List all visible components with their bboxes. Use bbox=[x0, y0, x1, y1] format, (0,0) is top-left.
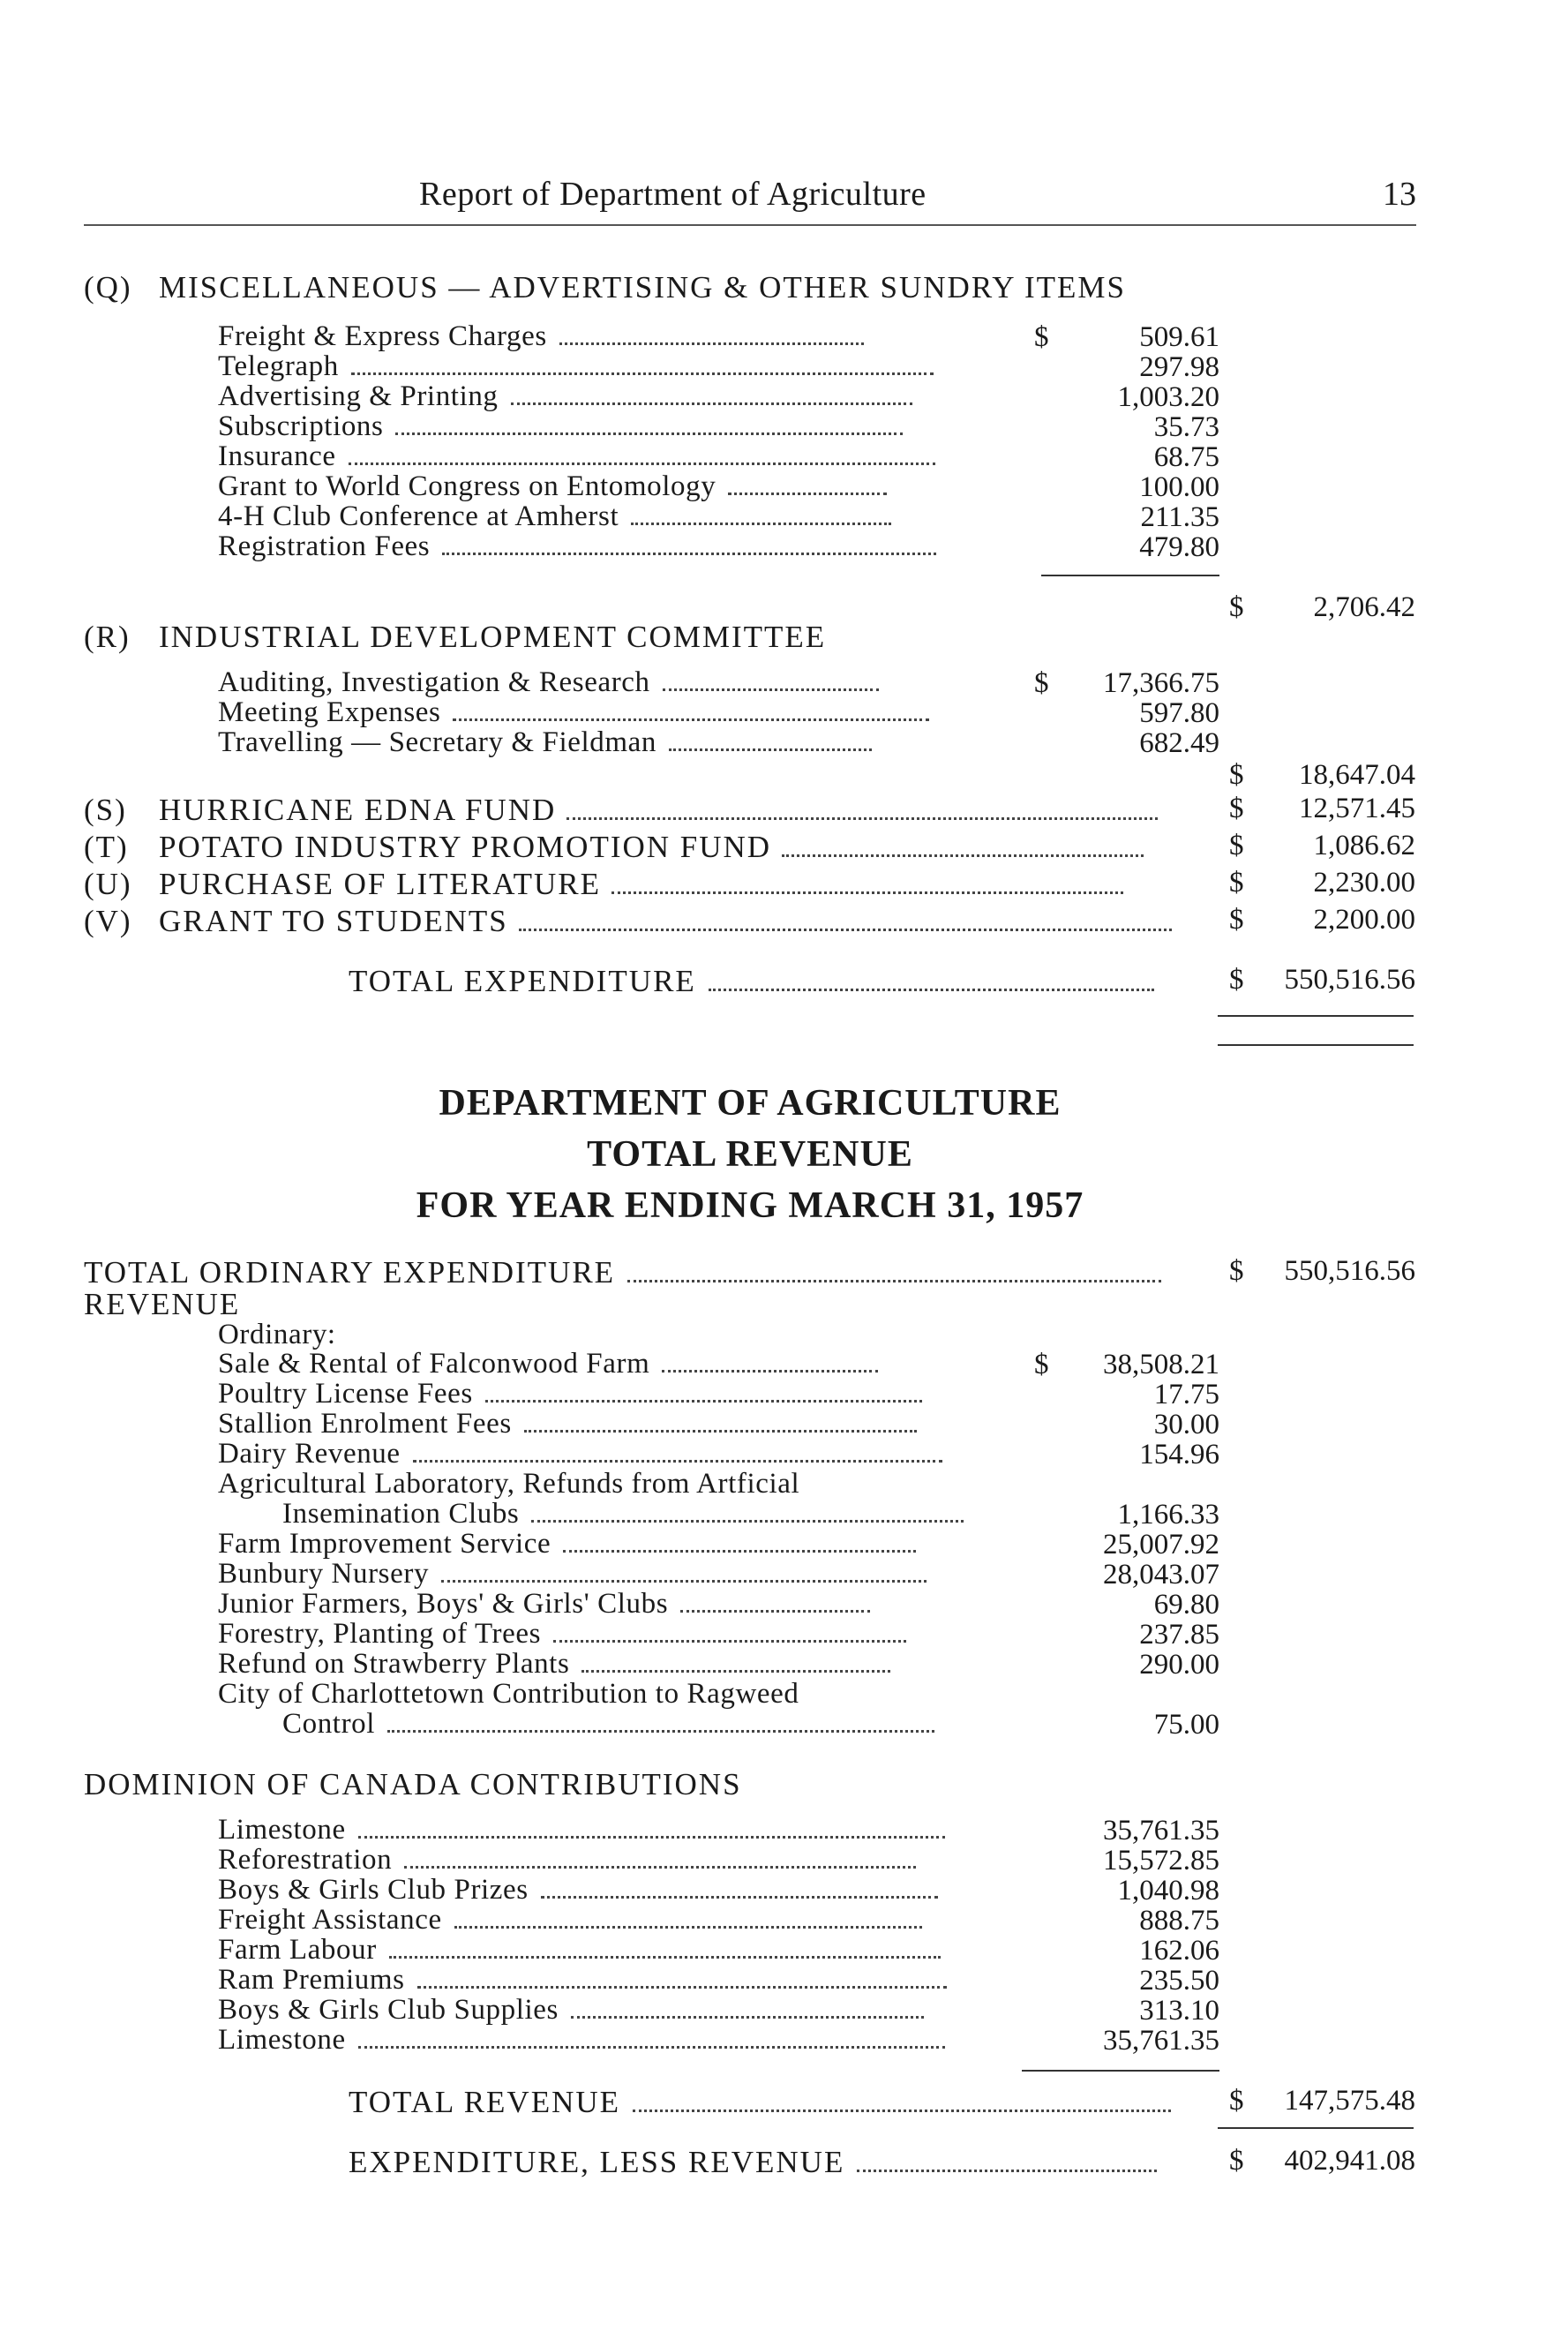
expenditure-less-revenue-row bbox=[349, 2145, 1157, 2177]
fund-row bbox=[84, 904, 1172, 936]
fund-title: POTATO INDUSTRY PROMOTION FUND bbox=[159, 830, 772, 864]
fund-title: PURCHASE OF LITERATURE bbox=[159, 867, 601, 901]
item-amount: 35,761.35 bbox=[1103, 1815, 1219, 1846]
ordinary-expenditure-amount: 550,516.56 bbox=[1284, 1255, 1415, 1287]
item-label: Bunbury Nursery bbox=[218, 1558, 430, 1590]
item-label: Insurance bbox=[218, 440, 336, 472]
dot-leader bbox=[680, 1610, 870, 1613]
fund-title: GRANT TO STUDENTS bbox=[159, 904, 508, 938]
misc-item bbox=[218, 501, 891, 531]
item-label: Sale & Rental of Falconwood Farm bbox=[218, 1348, 650, 1380]
item-label: 4-H Club Conference at Amherst bbox=[218, 500, 619, 532]
dot-leader bbox=[395, 432, 903, 435]
total-rule bbox=[1218, 2127, 1414, 2129]
subtotal-rule bbox=[1022, 2070, 1219, 2072]
dollar-sign: $ bbox=[1034, 321, 1049, 353]
item-amount: 35,761.35 bbox=[1103, 2025, 1219, 2057]
dot-leader bbox=[581, 1670, 890, 1673]
fund-label: (T) bbox=[84, 830, 129, 864]
dominion-item bbox=[218, 1935, 941, 1965]
fund-amount: 1,086.62 bbox=[1313, 830, 1415, 861]
item-label: Stallion Enrolment Fees bbox=[218, 1408, 512, 1440]
item-label: Meeting Expenses bbox=[218, 696, 441, 728]
section-misc-heading bbox=[84, 270, 1126, 305]
dot-leader bbox=[531, 1520, 964, 1523]
dot-leader bbox=[541, 1896, 938, 1899]
item-label: Freight & Express Charges bbox=[218, 320, 547, 352]
fund-row bbox=[84, 830, 1144, 864]
misc-item bbox=[218, 411, 903, 441]
ordinary-item bbox=[218, 1409, 917, 1439]
ordinary-item bbox=[218, 1469, 799, 1499]
dominion-heading: DOMINION OF CANADA CONTRIBUTIONS bbox=[84, 1767, 742, 1801]
revenue-heading-line2: TOTAL REVENUE bbox=[587, 1134, 913, 1175]
item-amount: 237.85 bbox=[1139, 1619, 1219, 1651]
ordinary-item bbox=[282, 1709, 934, 1739]
item-label: Poultry License Fees bbox=[218, 1378, 473, 1410]
dot-leader bbox=[669, 748, 872, 751]
dot-leader bbox=[571, 2016, 924, 2019]
industrial-item bbox=[218, 697, 929, 727]
total-expenditure-label: TOTAL EXPENDITURE bbox=[349, 964, 696, 998]
fund-amount: 12,571.45 bbox=[1299, 793, 1415, 824]
dot-leader bbox=[358, 2046, 945, 2049]
dot-leader bbox=[349, 463, 935, 465]
ordinary-item bbox=[218, 1439, 942, 1469]
subtotal-rule bbox=[1041, 575, 1219, 576]
ordinary-label: Ordinary: bbox=[218, 1319, 336, 1350]
dot-leader bbox=[553, 1640, 906, 1643]
revenue-heading-line1: DEPARTMENT OF AGRICULTURE bbox=[439, 1083, 1062, 1124]
section-industrial-heading bbox=[84, 620, 826, 655]
dominion-item bbox=[218, 1815, 945, 1845]
dot-leader bbox=[453, 718, 929, 721]
misc-item bbox=[218, 441, 935, 471]
dominion-item bbox=[218, 2025, 945, 2055]
item-amount: 1,166.33 bbox=[1117, 1499, 1219, 1531]
misc-item bbox=[218, 531, 936, 561]
total-revenue-label: TOTAL REVENUE bbox=[349, 2085, 621, 2119]
item-amount: 162.06 bbox=[1139, 1935, 1219, 1967]
dominion-item bbox=[218, 1905, 922, 1935]
page-header bbox=[84, 175, 1416, 226]
item-amount: 75.00 bbox=[1153, 1709, 1219, 1741]
dominion-item bbox=[218, 1995, 924, 2025]
dot-leader bbox=[441, 1580, 927, 1583]
item-amount: 68.75 bbox=[1153, 441, 1219, 473]
revenue-heading-line3: FOR YEAR ENDING MARCH 31, 1957 bbox=[416, 1185, 1084, 1226]
fund-label: (U) bbox=[84, 867, 132, 901]
total-expenditure-amount: 550,516.56 bbox=[1284, 964, 1415, 996]
dollar-sign: $ bbox=[1229, 759, 1244, 791]
misc-item bbox=[218, 321, 864, 351]
item-label: Agricultural Laboratory, Refunds from Artficial bbox=[218, 1468, 800, 1500]
item-amount: 290.00 bbox=[1139, 1649, 1219, 1681]
dot-leader bbox=[413, 1460, 942, 1463]
dominion-item bbox=[218, 1875, 938, 1905]
dot-leader bbox=[709, 989, 1154, 991]
dot-leader bbox=[633, 2110, 1171, 2112]
item-amount: 509.61 bbox=[1139, 321, 1219, 353]
section-title: INDUSTRIAL DEVELOPMENT COMMITTEE bbox=[159, 620, 827, 654]
misc-item bbox=[218, 471, 887, 501]
dollar-sign: $ bbox=[1229, 793, 1244, 824]
dollar-sign: $ bbox=[1229, 830, 1244, 861]
item-label: City of Charlottetown Contribution to Ragweed bbox=[218, 1678, 799, 1710]
dollar-sign: $ bbox=[1034, 1349, 1049, 1380]
ordinary-item bbox=[282, 1499, 964, 1529]
dollar-sign: $ bbox=[1229, 2085, 1244, 2117]
item-label: Travelling — Secretary & Fieldman bbox=[218, 726, 656, 758]
total-rule bbox=[1218, 1044, 1414, 1046]
item-label: Subscriptions bbox=[218, 410, 384, 442]
industrial-item bbox=[218, 727, 872, 757]
item-amount: 15,572.85 bbox=[1103, 1845, 1219, 1876]
dot-leader bbox=[782, 854, 1144, 857]
dot-leader bbox=[524, 1430, 917, 1433]
fund-amount: 2,200.00 bbox=[1313, 904, 1415, 936]
fund-label: (S) bbox=[84, 793, 127, 827]
item-label: Freight Assistance bbox=[218, 1904, 442, 1936]
section-label: (R) bbox=[84, 620, 131, 654]
dot-leader bbox=[631, 523, 891, 525]
item-amount: 17,366.75 bbox=[1103, 667, 1219, 699]
item-amount: 154.96 bbox=[1139, 1439, 1219, 1470]
ordinary-item bbox=[218, 1649, 890, 1679]
dot-leader bbox=[404, 1866, 916, 1869]
item-amount: 297.98 bbox=[1139, 351, 1219, 383]
item-label: Boys & Girls Club Supplies bbox=[218, 1994, 559, 2026]
item-amount: 17.75 bbox=[1153, 1379, 1219, 1410]
item-amount: 479.80 bbox=[1139, 531, 1219, 563]
fund-row bbox=[84, 867, 1123, 899]
item-amount: 69.80 bbox=[1153, 1589, 1219, 1621]
dot-leader bbox=[387, 1730, 934, 1733]
item-label: Auditing, Investigation & Research bbox=[218, 666, 650, 698]
dominion-item bbox=[218, 1965, 947, 1995]
dot-leader bbox=[663, 688, 879, 691]
misc-item bbox=[218, 381, 912, 411]
dot-leader bbox=[627, 1280, 1161, 1282]
dollar-sign: $ bbox=[1229, 904, 1244, 936]
item-label: Insemination Clubs bbox=[282, 1498, 520, 1530]
ordinary-expenditure-row bbox=[84, 1255, 1161, 1290]
item-label: Farm Labour bbox=[218, 1934, 377, 1966]
item-label: Reforestration bbox=[218, 1844, 393, 1876]
dollar-sign: $ bbox=[1229, 591, 1244, 623]
page-title: Report of Department of Agriculture bbox=[419, 176, 927, 213]
expenditure-less-revenue-amount: 402,941.08 bbox=[1284, 2145, 1415, 2177]
dollar-sign: $ bbox=[1229, 2145, 1244, 2177]
dot-leader bbox=[485, 1400, 922, 1403]
item-amount: 682.49 bbox=[1139, 727, 1219, 759]
item-label: Registration Fees bbox=[218, 530, 431, 562]
dot-leader bbox=[351, 372, 934, 375]
item-label: Dairy Revenue bbox=[218, 1438, 401, 1470]
section-label: (Q) bbox=[84, 270, 132, 305]
dot-leader bbox=[519, 929, 1172, 931]
misc-item bbox=[218, 351, 934, 381]
dot-leader bbox=[611, 891, 1123, 894]
item-label: Grant to World Congress on Entomology bbox=[218, 470, 716, 502]
item-label: Forestry, Planting of Trees bbox=[218, 1618, 542, 1650]
section-title: MISCELLANEOUS — ADVERTISING & OTHER SUNDRY ITEMS bbox=[159, 270, 1126, 305]
dot-leader bbox=[566, 817, 1158, 820]
dot-leader bbox=[417, 1986, 947, 1989]
page-number: 13 bbox=[1383, 176, 1416, 213]
ordinary-item bbox=[218, 1589, 870, 1619]
ordinary-item bbox=[218, 1379, 922, 1409]
ordinary-expenditure-label: TOTAL ORDINARY EXPENDITURE bbox=[84, 1255, 616, 1290]
item-label: Limestone bbox=[218, 1814, 346, 1846]
ordinary-item bbox=[218, 1679, 799, 1709]
fund-amount: 2,230.00 bbox=[1313, 867, 1415, 899]
dot-leader bbox=[857, 2170, 1157, 2172]
dot-leader bbox=[563, 1550, 916, 1553]
total-expenditure-row bbox=[349, 964, 1154, 996]
item-label: Junior Farmers, Boys' & Girls' Clubs bbox=[218, 1588, 669, 1620]
dot-leader bbox=[442, 553, 936, 555]
expenditure-less-revenue-label: EXPENDITURE, LESS REVENUE bbox=[349, 2145, 845, 2179]
fund-title: HURRICANE EDNA FUND bbox=[159, 793, 557, 827]
item-label: Boys & Girls Club Prizes bbox=[218, 1874, 529, 1906]
item-amount: 211.35 bbox=[1140, 501, 1219, 533]
item-label: Ram Premiums bbox=[218, 1964, 405, 1996]
dollar-sign: $ bbox=[1034, 667, 1049, 699]
section-total: 18,647.04 bbox=[1299, 759, 1415, 791]
revenue-label: REVENUE bbox=[84, 1287, 241, 1321]
item-amount: 597.80 bbox=[1139, 697, 1219, 729]
dot-leader bbox=[454, 1926, 922, 1929]
item-label: Advertising & Printing bbox=[218, 380, 499, 412]
dollar-sign: $ bbox=[1229, 964, 1244, 996]
ordinary-item bbox=[218, 1349, 878, 1379]
item-label: Telegraph bbox=[218, 350, 339, 382]
dot-leader bbox=[358, 1836, 945, 1839]
item-amount: 1,003.20 bbox=[1117, 381, 1219, 413]
fund-label: (V) bbox=[84, 904, 132, 938]
dollar-sign: $ bbox=[1229, 867, 1244, 899]
dot-leader bbox=[389, 1956, 941, 1959]
item-amount: 28,043.07 bbox=[1103, 1559, 1219, 1591]
section-total: 2,706.42 bbox=[1313, 591, 1415, 623]
item-amount: 30.00 bbox=[1153, 1409, 1219, 1440]
item-amount: 313.10 bbox=[1139, 1995, 1219, 2027]
item-label: Farm Improvement Service bbox=[218, 1528, 551, 1560]
item-label: Refund on Strawberry Plants bbox=[218, 1648, 570, 1680]
dot-leader bbox=[559, 342, 864, 345]
ordinary-item bbox=[218, 1529, 916, 1559]
dot-leader bbox=[728, 493, 887, 495]
ordinary-item bbox=[218, 1559, 927, 1589]
dot-leader bbox=[662, 1370, 878, 1373]
dot-leader bbox=[511, 402, 912, 405]
total-revenue-amount: 147,575.48 bbox=[1284, 2085, 1415, 2117]
total-revenue-row bbox=[349, 2085, 1171, 2117]
item-label: Control bbox=[282, 1708, 376, 1740]
item-amount: 25,007.92 bbox=[1103, 1529, 1219, 1561]
total-rule bbox=[1218, 1015, 1414, 1017]
item-amount: 38,508.21 bbox=[1103, 1349, 1219, 1380]
industrial-item bbox=[218, 667, 879, 697]
item-amount: 100.00 bbox=[1139, 471, 1219, 503]
item-amount: 235.50 bbox=[1139, 1965, 1219, 1997]
item-amount: 35.73 bbox=[1153, 411, 1219, 443]
ordinary-item bbox=[218, 1619, 906, 1649]
dominion-item bbox=[218, 1845, 916, 1875]
item-amount: 1,040.98 bbox=[1117, 1875, 1219, 1907]
item-label: Limestone bbox=[218, 2024, 346, 2056]
item-amount: 888.75 bbox=[1139, 1905, 1219, 1937]
fund-row bbox=[84, 793, 1158, 827]
dollar-sign: $ bbox=[1229, 1255, 1244, 1287]
